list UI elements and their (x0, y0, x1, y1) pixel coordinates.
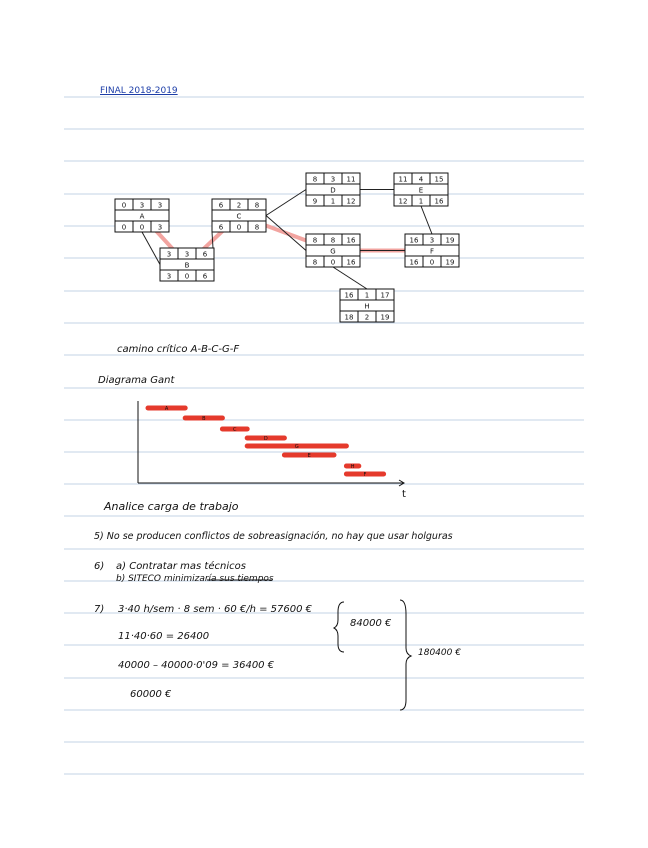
node-duration: 3 (139, 201, 145, 210)
node-early-start: 16 (344, 291, 354, 300)
node-early-finish: 11 (346, 175, 356, 184)
gantt-bar-label: C (233, 427, 237, 433)
node-name: F (429, 247, 435, 256)
gantt-bar-label: E (307, 453, 311, 459)
gantt-bar-label: F (363, 472, 367, 478)
cost-line-2: 11·40·60 = 26400 (118, 631, 210, 642)
node-name: B (184, 261, 190, 270)
gantt-axis-label: t (402, 489, 406, 500)
node-late-start: 12 (398, 197, 408, 206)
node-early-finish: 16 (346, 236, 356, 245)
node-name: C (236, 212, 242, 221)
node-duration: 3 (330, 175, 336, 184)
node-early-start: 8 (312, 236, 318, 245)
node-duration: 3 (429, 236, 435, 245)
answer-5: 5) No se producen conflictos de sobreasignación, no hay que usar holguras (94, 531, 453, 542)
critical-path-text: camino crítico A-B-C-G-F (117, 344, 240, 355)
gantt-bar-label: A (164, 406, 169, 412)
node-duration: 8 (330, 236, 336, 245)
node-late-start: 9 (312, 197, 318, 206)
node-slack: 0 (139, 223, 145, 232)
gantt-heading: Diagrama Gant (98, 375, 175, 386)
node-slack: 1 (330, 197, 336, 206)
grand-total: 180400 € (418, 648, 461, 658)
page-title: FINAL 2018-2019 (100, 86, 178, 96)
node-name: H (364, 302, 370, 311)
node-late-finish: 16 (434, 197, 444, 206)
node-duration: 3 (184, 250, 190, 259)
cost-line-1: 3·40 h/sem · 8 sem · 60 €/h = 57600 € (118, 604, 313, 615)
node-early-finish: 17 (380, 291, 390, 300)
node-duration: 1 (364, 291, 370, 300)
node-early-start: 0 (121, 201, 127, 210)
answer-6a: a) Contratar mas técnicos (116, 561, 246, 572)
gantt-bar-label: B (202, 416, 206, 422)
node-late-start: 18 (344, 313, 354, 322)
node-slack: 1 (418, 197, 424, 206)
node-late-finish: 8 (254, 223, 260, 232)
cost-line-3: 40000 – 40000·0'09 = 36400 € (118, 660, 275, 671)
cost-line-4: 60000 € (130, 689, 172, 700)
node-early-start: 16 (409, 236, 419, 245)
node-late-finish: 19 (445, 258, 455, 267)
node-name: E (418, 186, 424, 195)
workload-heading: Analice carga de trabajo (104, 500, 239, 513)
answer-6b-text: b) SITECO minimizaría sus tiempos (116, 574, 274, 584)
node-early-finish: 19 (445, 236, 455, 245)
node-early-finish: 3 (157, 201, 163, 210)
answer-7-label: 7) (94, 604, 105, 615)
node-early-finish: 6 (202, 250, 208, 259)
gantt-bar-label: D (263, 436, 268, 442)
node-slack: 0 (236, 223, 242, 232)
gantt-bar-label: H (350, 464, 355, 470)
node-early-start: 8 (312, 175, 318, 184)
node-late-finish: 16 (346, 258, 356, 267)
answer-6-label: 6) (94, 561, 105, 572)
gantt-bar-label: G (294, 444, 299, 450)
node-name: G (330, 247, 336, 256)
node-duration: 4 (418, 175, 424, 184)
node-name: A (139, 212, 145, 221)
node-slack: 0 (184, 272, 190, 281)
node-slack: 2 (364, 313, 370, 322)
node-late-start: 8 (312, 258, 318, 267)
node-late-finish: 6 (202, 272, 208, 281)
node-late-finish: 19 (380, 313, 390, 322)
node-late-start: 16 (409, 258, 419, 267)
node-early-start: 3 (166, 250, 172, 259)
node-early-finish: 15 (434, 175, 444, 184)
node-late-start: 0 (121, 223, 127, 232)
node-early-start: 11 (398, 175, 408, 184)
node-late-finish: 3 (157, 223, 163, 232)
node-name: D (330, 186, 336, 195)
node-early-finish: 8 (254, 201, 260, 210)
node-slack: 0 (429, 258, 435, 267)
node-duration: 2 (236, 201, 242, 210)
subtotal: 84000 € (350, 618, 392, 629)
node-late-start: 3 (166, 272, 172, 281)
node-late-start: 6 (218, 223, 224, 232)
node-slack: 0 (330, 258, 336, 267)
node-early-start: 6 (218, 201, 224, 210)
node-late-finish: 12 (346, 197, 356, 206)
